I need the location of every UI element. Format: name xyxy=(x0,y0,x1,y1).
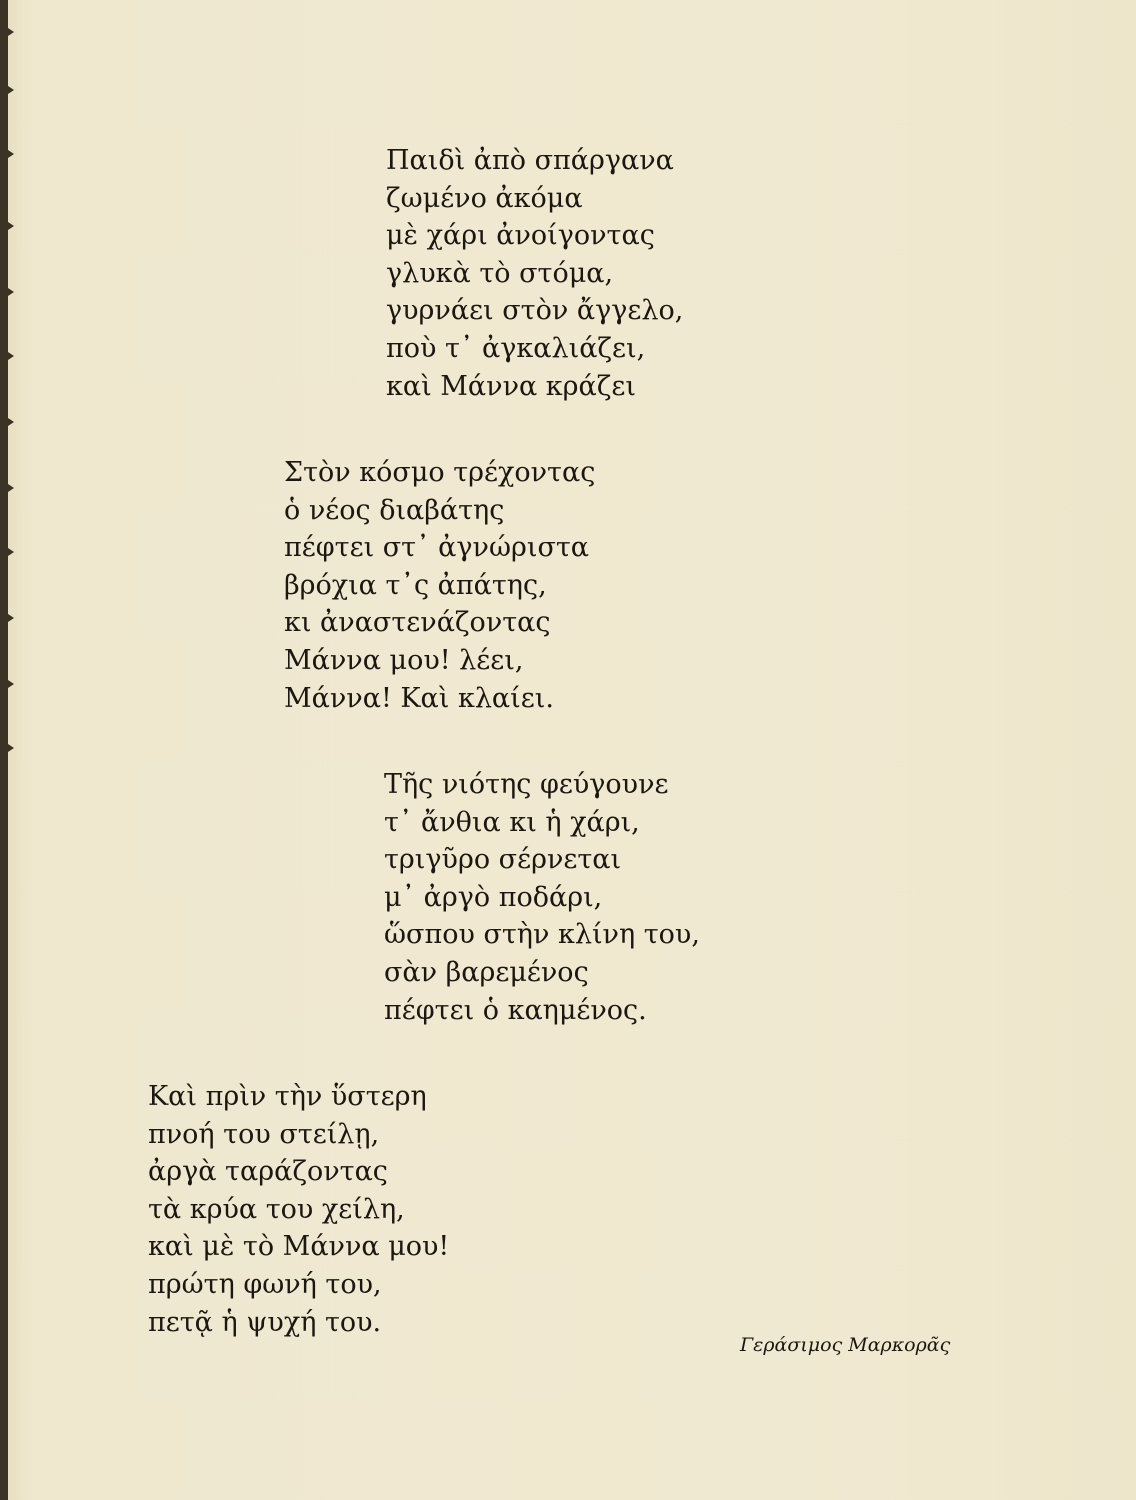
poem-stanza-1 xyxy=(386,142,683,405)
poem-line: Παιδὶ ἀπὸ σπάργανα xyxy=(386,145,674,176)
binding-mark xyxy=(8,548,14,556)
author-signature: Γεράσιμος Μαρκορᾶς xyxy=(740,1334,951,1356)
poem-line: ὁ νέος διαβάτης xyxy=(284,494,505,526)
poem-line: πνοή του στείλῃ, xyxy=(148,1118,380,1150)
poem-line: τριγῦρο σέρνεται xyxy=(384,844,622,876)
binding-mark xyxy=(8,418,14,426)
poem-line: μὲ χάρι ἀνοίγοντας xyxy=(386,220,655,252)
poem-line: καὶ Μάννα κράζει xyxy=(386,370,636,402)
binding-mark xyxy=(8,680,14,688)
binding-mark xyxy=(8,484,14,492)
poem-line: μ᾽ ἀργὸ ποδάρι, xyxy=(384,881,603,913)
poem-line: πετᾷ ἡ ψυχή του. xyxy=(148,1306,382,1338)
poem-line: βρόχια τ᾽ς ἀπάτης, xyxy=(284,569,547,601)
poem-line: κι ἀναστενάζοντας xyxy=(284,607,551,639)
poem-line: Στὸν κόσμο τρέχοντας xyxy=(284,457,596,488)
poem-line: σὰν βαρεμένος xyxy=(384,956,589,988)
poem-stanza-4 xyxy=(148,1078,449,1341)
poem-line: ποὺ τ᾽ ἀγκαλιάζει, xyxy=(386,332,646,364)
poem-stanza-3 xyxy=(384,766,700,1029)
binding-mark xyxy=(8,150,14,158)
poem-line: ζωμένο ἀκόμα xyxy=(386,182,583,214)
binding-mark xyxy=(8,744,14,752)
poem-line: πέφτει ὁ καημένος. xyxy=(384,994,647,1026)
poem-stanza-2 xyxy=(284,454,595,717)
binding-mark xyxy=(8,288,14,296)
poem-line: ἀργὰ ταράζοντας xyxy=(148,1156,388,1188)
binding-mark xyxy=(8,614,14,622)
binding-edge xyxy=(0,0,8,1500)
binding-mark xyxy=(8,28,14,36)
poem-line: τ᾽ ἄνθια κι ἡ χάρι, xyxy=(384,806,640,838)
poem-line: γλυκὰ τὸ στόμα, xyxy=(386,257,614,289)
poem-line: Μάννα! Καὶ κλαίει. xyxy=(284,682,554,714)
poem-line: Μάννα μου! λέει, xyxy=(284,644,524,676)
poem-line: γυρνάει στὸν ἄγγελο, xyxy=(386,295,684,327)
binding-mark xyxy=(8,352,14,360)
binding-mark xyxy=(8,222,14,230)
poem-line: ὥσπου στὴν κλίνη του, xyxy=(384,919,700,951)
poem-line: πρώτη φωνή του, xyxy=(148,1268,382,1300)
poem-line: τὰ κρύα του χείλη, xyxy=(148,1193,405,1225)
poem-line: Καὶ πρὶν τὴν ὕστερη xyxy=(148,1081,427,1112)
poem-line: Τῆς νιότης φεύγουνε xyxy=(384,769,669,800)
binding-mark xyxy=(8,86,14,94)
poem-line: καὶ μὲ τὸ Μάννα μου! xyxy=(148,1231,450,1263)
poem-line: πέφτει στ᾽ ἀγνώριστα xyxy=(284,532,590,564)
